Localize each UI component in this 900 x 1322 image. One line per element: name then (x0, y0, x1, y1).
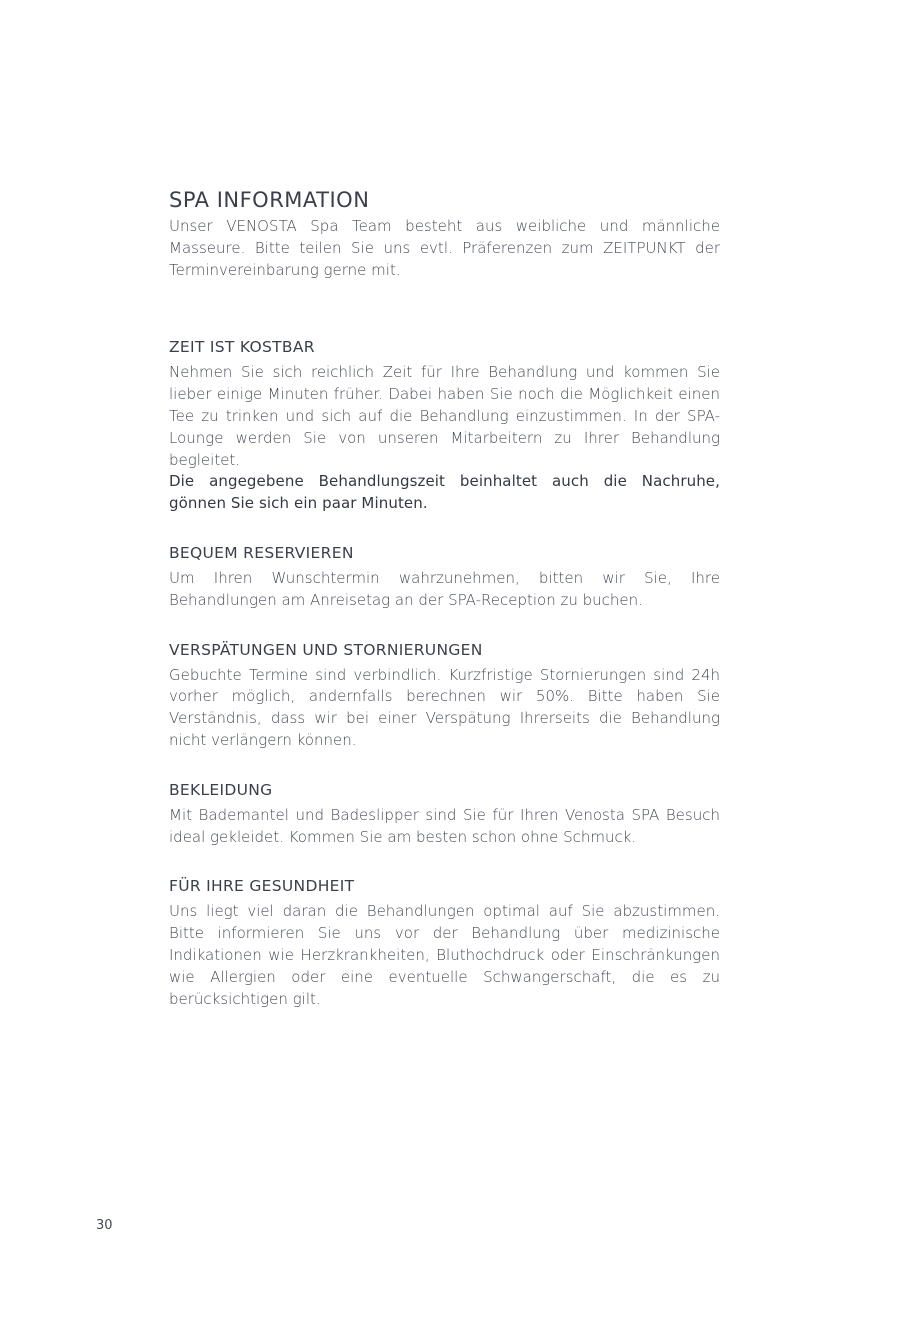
section-body: Mit Bademantel und Badeslipper sind Sie für Ihren Venosta SPA Besuch ideal gekleidet. Kommen Sie am besten schon ohne Schmuck. (169, 805, 720, 846)
section-body: Um Ihren Wunschtermin wahrzunehmen, bitten wir Sie, Ihre Behandlungen am Anreisetag an der SPA-Reception zu buchen. (169, 568, 720, 609)
page-title: SPA INFORMATION (169, 188, 370, 212)
section-body: Nehmen Sie sich reichlich Zeit für Ihre Behandlung und kommen Sie lieber einige Minuten früher. Dabei haben Sie noch die Möglichkeit einen Tee zu trinken und sich auf die Behandlung einzustimmen. In der SPA-Lounge werden Sie von unseren Mitarbeitern zu Ihrer Behandlung begleitet. (169, 363, 720, 469)
section-bequem-reservieren (169, 542, 720, 612)
section-body: Gebuchte Termine sind verbindlich. Kurzfristige Stornierungen sind 24h vorher möglich, andernfalls berechnen wir 50%. Bitte haben Sie Verständnis, dass wir bei einer Verspätung Ihrerseits die Behandlung nicht verlängern können. (169, 665, 720, 749)
section-body: Uns liegt viel daran die Behandlungen optimal auf Sie abzustimmen. Bitte informieren Sie uns vor der Behandlung über medizinische Indikationen wie Herzkrankheiten, Bluthochdruck oder Einschränkungen wie Allergien oder eine eventuelle Schwangerschaft, die es zu berücksichtigen gilt. (169, 902, 720, 1008)
section-zeit-ist-kostbar (169, 336, 720, 515)
section-heading: VERSPÄTUNGEN UND STORNIERUNGEN (169, 640, 483, 659)
page-number: 30 (96, 1218, 113, 1233)
section-emphasis: Die angegebene Behandlungszeit beinhaltet auch die Nachruhe, gönnen Sie sich ein paar Minuten. (169, 472, 720, 513)
section-heading: BEKLEIDUNG (169, 780, 273, 799)
section-verspaetungen (169, 639, 720, 752)
section-gesundheit (169, 875, 720, 1010)
section-heading: ZEIT IST KOSTBAR (169, 338, 315, 357)
section-heading: BEQUEM RESERVIEREN (169, 543, 354, 562)
spa-information-content (169, 186, 720, 1010)
section-bekleidung (169, 779, 720, 849)
intro-paragraph: Unser VENOSTA Spa Team besteht aus weibliche und männliche Masseure. Bitte teilen Sie uns evtl. Präferenzen zum ZEITPUNKT der Terminvereinbarung gerne mit. (169, 217, 720, 279)
section-heading: FÜR IHRE GESUNDHEIT (169, 877, 355, 896)
